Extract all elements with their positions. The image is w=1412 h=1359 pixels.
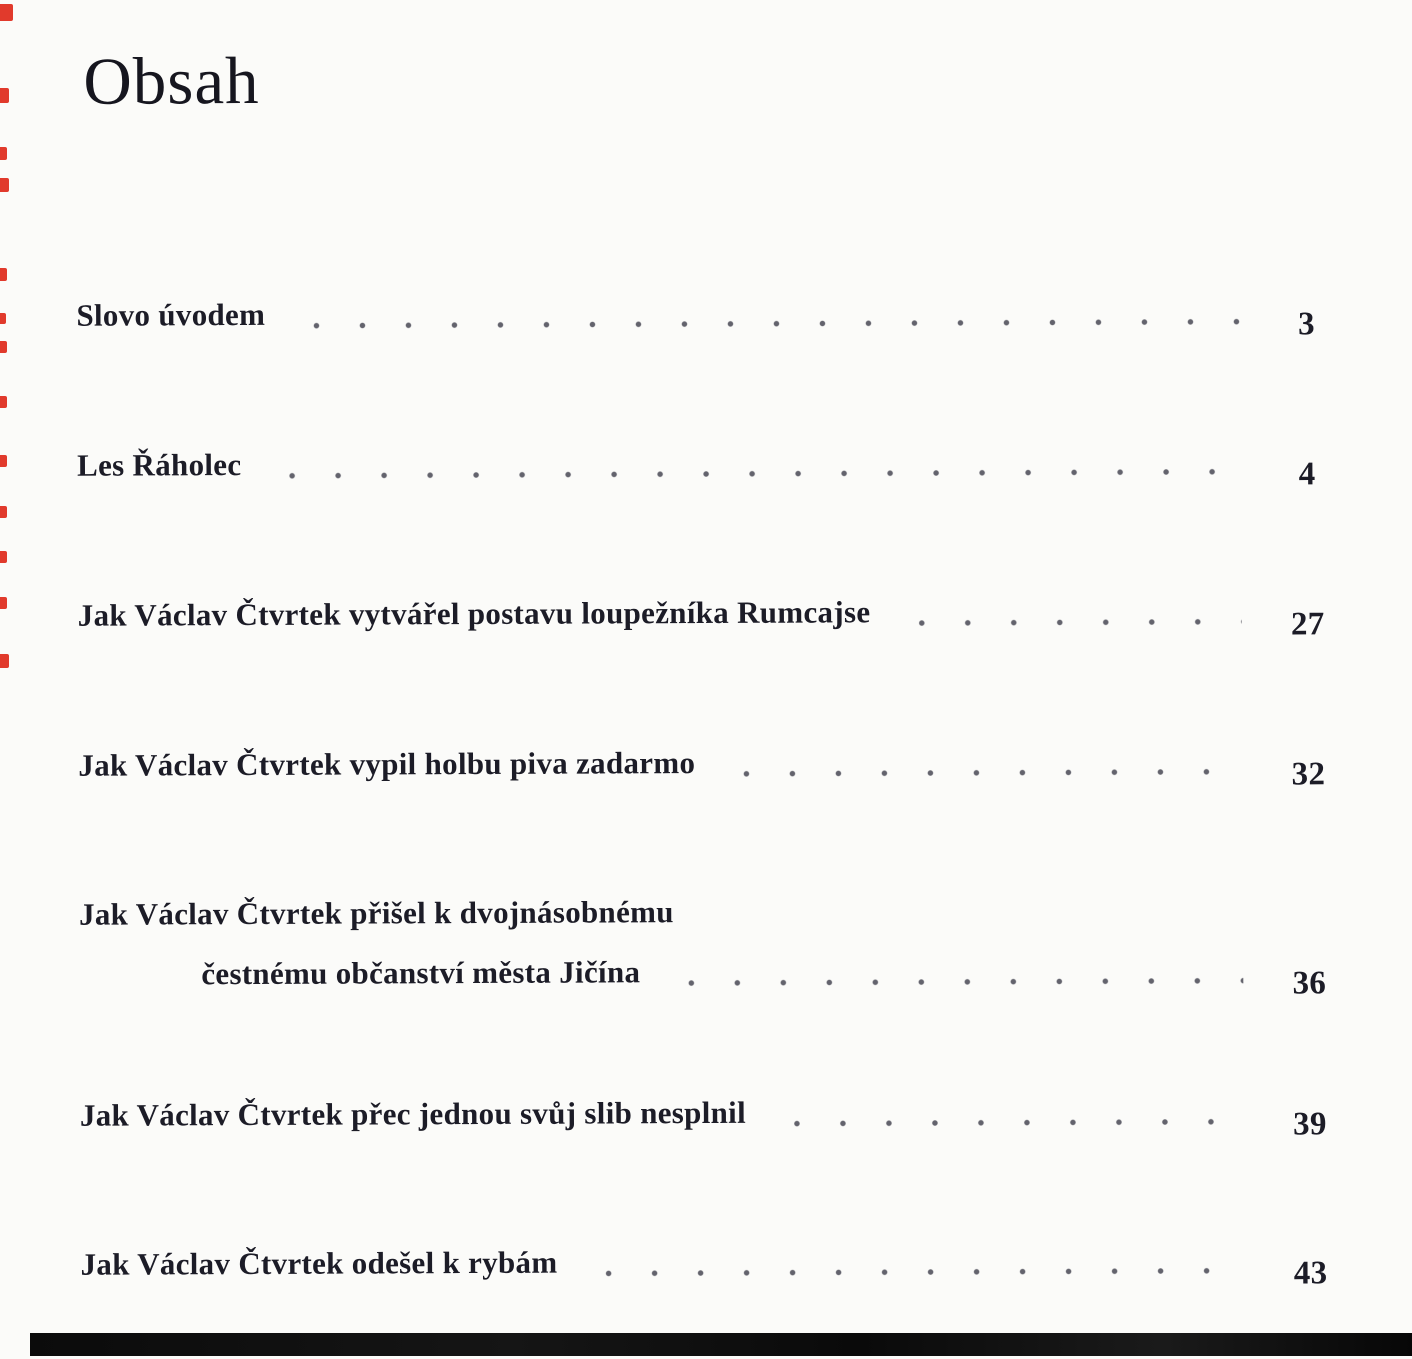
toc-entry-line <box>79 879 1357 945</box>
toc-entry-text: Jak Václav Čtvrtek přec jednou svůj slib nesplnil <box>79 1094 747 1133</box>
toc-entry-line <box>76 280 1354 346</box>
toc-entry <box>79 879 1358 1005</box>
red-edge-mark <box>0 147 7 160</box>
page-number: 43 <box>1293 1255 1328 1292</box>
toc-entry-line <box>78 580 1356 646</box>
dot-leader <box>313 318 1240 331</box>
red-edge-mark <box>0 313 6 324</box>
toc-entry-text: Slovo úvodem <box>76 296 266 333</box>
toc-entry-line <box>78 730 1356 796</box>
page-number: 3 <box>1297 306 1315 343</box>
red-edge-mark <box>0 88 9 103</box>
toc-entry <box>80 1229 1358 1295</box>
red-edge-mark <box>0 654 9 668</box>
toc-entry <box>77 430 1355 496</box>
toc-entry-line <box>79 939 1357 1005</box>
toc-entry-text: Jak Václav Čtvrtek vytvářel postavu loupežníka Rumcajse <box>77 594 871 633</box>
toc-entry <box>80 1080 1358 1146</box>
toc-entry-text: Jak Václav Čtvrtek vypil holbu piva zadarmo <box>78 745 696 783</box>
toc-entry-text: Les Řáholec <box>76 447 242 483</box>
page-number: 4 <box>1298 456 1316 493</box>
page-number: 27 <box>1290 606 1325 643</box>
red-edge-mark <box>0 551 7 563</box>
dot-leader <box>743 768 1242 779</box>
toc-entry-text: Jak Václav Čtvrtek přišel k dvojnásobnému <box>78 894 674 932</box>
red-edge-mark <box>0 396 7 408</box>
toc-entry-line <box>80 1080 1358 1146</box>
toc-entry-line <box>77 430 1355 496</box>
toc-entry-text: čestnému občanství města Jičína <box>201 954 641 992</box>
page-number: 39 <box>1293 1106 1327 1143</box>
red-edge-mark <box>0 4 13 21</box>
toc-entry <box>78 580 1356 646</box>
page-title: Obsah <box>83 43 260 119</box>
toc-entry <box>78 730 1356 796</box>
red-edge-mark <box>0 455 7 467</box>
red-edge-mark <box>0 178 9 192</box>
red-edge-mark <box>0 341 7 353</box>
page-number: 36 <box>1292 965 1327 1002</box>
dot-leader <box>289 468 1241 481</box>
toc-entry-line <box>80 1229 1358 1295</box>
red-edge-mark <box>0 506 7 518</box>
red-edge-mark <box>0 268 7 281</box>
dot-leader <box>794 1118 1244 1129</box>
dot-leader <box>688 977 1243 988</box>
red-edge-mark <box>0 597 7 609</box>
toc-entry-text: Jak Václav Čtvrtek odešel k rybám <box>80 1244 558 1282</box>
page-number: 32 <box>1291 756 1326 793</box>
dot-leader <box>918 618 1241 628</box>
scan-bottom-bar <box>30 1333 1412 1356</box>
toc-entry <box>76 280 1354 346</box>
dot-leader <box>605 1267 1244 1279</box>
